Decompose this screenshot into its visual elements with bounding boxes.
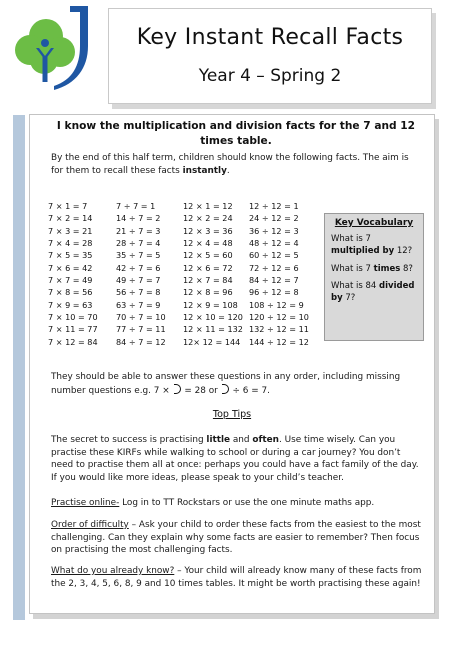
- title-box: [108, 8, 432, 104]
- vocab-term: multiplied by: [331, 245, 395, 256]
- facts-col-12-divide: [249, 200, 309, 348]
- fact-item: 12 × 10 = 120: [183, 312, 243, 323]
- content-panel: [29, 114, 435, 614]
- fact-item: 12 × 4 = 48: [183, 238, 233, 249]
- fact-item: 36 ÷ 12 = 3: [249, 225, 299, 236]
- section-heading: I know the multiplication and division facts for the 7 and 12 times table.: [56, 120, 416, 147]
- intro-emphasis: instantly: [182, 165, 227, 176]
- tip-paragraph: [51, 497, 422, 510]
- fact-item: 96 ÷ 12 = 8: [249, 287, 299, 298]
- fact-item: 12 × 3 = 36: [183, 225, 233, 236]
- fact-item: 7 × 7 = 49: [48, 275, 93, 286]
- fact-item: 108 ÷ 12 = 9: [249, 299, 304, 310]
- missing-text-end: ÷ 6 = 7.: [232, 385, 270, 396]
- tip-label: Order of difficulty: [51, 520, 129, 530]
- fact-item: 84 ÷ 12 = 7: [249, 275, 299, 286]
- vocab-text: What is 84: [331, 281, 380, 292]
- tip-emphasis: little: [206, 435, 231, 445]
- fact-item: 12 × 8 = 96: [183, 287, 233, 298]
- facts-col-7-divide: [116, 200, 166, 348]
- vocab-title: Key Vocabulary: [334, 218, 414, 228]
- fact-item: 7 × 6 = 42: [48, 262, 93, 273]
- fact-item: 35 ÷ 7 = 5: [116, 250, 161, 261]
- fact-item: 12 × 9 = 108: [183, 299, 238, 310]
- fact-item: 7 × 12 = 84: [48, 336, 98, 347]
- school-logo: [10, 6, 100, 90]
- fact-item: 60 ÷ 12 = 5: [249, 250, 299, 261]
- vocab-text: 8?: [400, 263, 413, 274]
- fact-item: 7 × 10 = 70: [48, 312, 98, 323]
- page-subtitle: Year 4 – Spring 2: [198, 66, 342, 86]
- missing-text-mid: = 28 or: [184, 385, 218, 396]
- fact-item: 72 ÷ 12 = 6: [249, 262, 299, 273]
- fact-item: 70 ÷ 7 = 10: [116, 312, 166, 323]
- fact-item: 7 × 3 = 21: [48, 225, 93, 236]
- vocab-text: 12?: [394, 245, 413, 256]
- fact-item: 56 ÷ 7 = 8: [116, 287, 161, 298]
- tip-label: What do you already know?: [51, 566, 175, 576]
- missing-text: They should be able to answer these questions in any order, including missing number questions e.g. 7 ×: [51, 372, 401, 396]
- intro-end: .: [226, 165, 230, 176]
- fact-item: 12 × 5 = 60: [183, 250, 233, 261]
- fact-item: 12 × 2 = 24: [183, 213, 233, 224]
- fact-item: 7 × 11 = 77: [48, 324, 98, 335]
- missing-number-paragraph: [51, 371, 422, 397]
- page-title: Key Instant Recall Facts: [136, 25, 404, 50]
- fact-item: 7 × 9 = 63: [48, 299, 93, 310]
- vocab-text: 7?: [342, 293, 356, 304]
- tip-emphasis: often: [252, 435, 279, 445]
- tip-text: and: [230, 435, 253, 445]
- fact-item: 63 ÷ 7 = 9: [116, 299, 161, 310]
- fact-item: 12 ÷ 12 = 1: [249, 201, 299, 211]
- vocab-term: times: [373, 263, 401, 274]
- tip-paragraph: [51, 434, 422, 484]
- facts-col-7-multiply: [48, 200, 98, 348]
- fact-item: 132 ÷ 12 = 11: [249, 324, 309, 335]
- fact-item: 24 ÷ 12 = 2: [249, 213, 299, 224]
- fact-item: 7 × 2 = 14: [48, 213, 93, 224]
- key-vocabulary-box: [324, 213, 424, 341]
- blank-box-icon: [174, 384, 181, 394]
- facts-table: [30, 200, 320, 440]
- vocab-question: [331, 234, 417, 258]
- tip-text: – Your child will already know many of these facts from the 2, 3, 4, 5, 6, 8, 9 and 10 times tables. It might be worth practising these again!: [51, 566, 422, 589]
- fact-item: 48 ÷ 12 = 4: [249, 238, 299, 249]
- fact-item: 21 ÷ 7 = 3: [116, 225, 161, 236]
- fact-item: 12 × 1 = 12: [183, 201, 233, 211]
- fact-item: 49 ÷ 7 = 7: [116, 275, 161, 286]
- fact-item: 12 × 11 = 132: [183, 324, 243, 335]
- fact-item: 12 × 6 = 72: [183, 262, 233, 273]
- fact-item: 7 × 5 = 35: [48, 250, 93, 261]
- tip-text: – Ask your child to order these facts from the easiest to the most challenging. Can they explain why some facts are easier to remember? Then focus on practising the most challenging facts.: [51, 520, 421, 556]
- tree-logo-icon: [10, 6, 100, 90]
- fact-item: 120 ÷ 12 = 10: [249, 312, 309, 323]
- fact-item: 7 × 8 = 56: [48, 287, 93, 298]
- top-tips-heading: Top Tips: [212, 409, 252, 420]
- fact-item: 144 ÷ 12 = 12: [249, 336, 309, 347]
- fact-item: 84 ÷ 7 = 12: [116, 336, 166, 347]
- fact-item: 12 × 7 = 84: [183, 275, 233, 286]
- fact-item: 7 × 1 = 7: [48, 201, 88, 211]
- intro-text: By the end of this half term, children should know the following facts. The aim is for them to recall these facts: [51, 153, 409, 176]
- fact-item: 7 × 4 = 28: [48, 238, 93, 249]
- facts-col-12-multiply: [183, 200, 243, 348]
- fact-item: 42 ÷ 7 = 6: [116, 262, 161, 273]
- fact-item: 77 ÷ 7 = 11: [116, 324, 166, 335]
- vocab-question: [331, 264, 417, 276]
- tip-text: The secret to success is practising: [51, 435, 207, 445]
- tip-paragraph: [51, 565, 422, 590]
- vocab-text: What is 7: [331, 234, 371, 244]
- vocab-text: What is 7: [331, 263, 374, 274]
- intro-paragraph: [51, 152, 422, 177]
- vocab-term: divided by: [331, 281, 415, 304]
- fact-item: 7 ÷ 7 = 1: [116, 201, 156, 211]
- vocab-question: [331, 281, 417, 305]
- blank-box-icon: [222, 384, 229, 394]
- sidebar-accent-bar: [13, 115, 25, 620]
- tip-label: Practise online-: [51, 498, 120, 508]
- fact-item: 14 ÷ 7 = 2: [116, 213, 161, 224]
- fact-item: 28 ÷ 7 = 4: [116, 238, 161, 249]
- tip-text: Log in to TT Rockstars or use the one minute maths app.: [119, 498, 375, 508]
- tip-paragraph: [51, 519, 422, 557]
- fact-item: 12× 12 = 144: [183, 336, 241, 347]
- tip-text: . Use time wisely. Can you practise these KIRFs while walking to school or during a car journey? You don’t need to practise them all at once: perhaps you could have a fact family of the day. If you would like more ideas, please speak to your child’s teacher.: [51, 435, 419, 483]
